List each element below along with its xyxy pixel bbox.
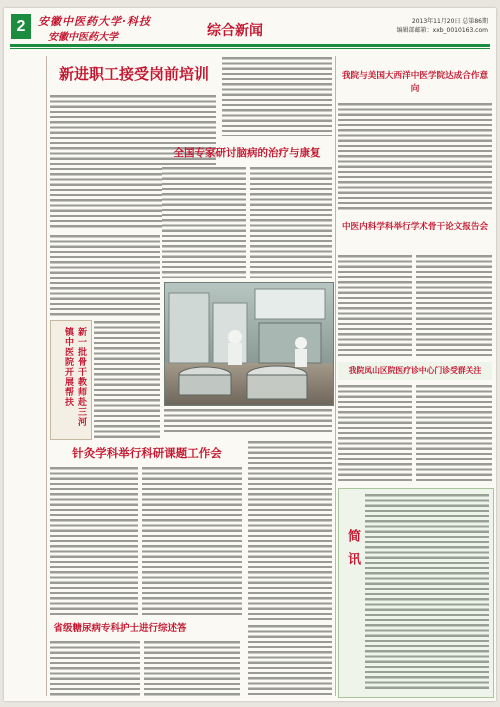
main-headline: 新进职工接受岗前培训 — [58, 65, 209, 83]
column-text-3 — [50, 234, 160, 316]
vertical-article-text — [94, 320, 160, 440]
column-text-4 — [248, 440, 332, 620]
briefs-text-area — [365, 493, 489, 691]
nursing-headline: 省级糖尿病专科护士进行综述答 — [53, 623, 187, 634]
academic-headline-box — [338, 218, 492, 250]
academic-headline: 中医内科学科举行学术骨干论文报告会 — [341, 222, 489, 232]
clinic-headline-box — [338, 362, 492, 380]
exchange-headline-box — [338, 68, 492, 98]
dateline — [397, 17, 488, 35]
expert-article-col2 — [250, 166, 332, 278]
masthead-rule — [10, 44, 490, 47]
academic-article-col2 — [416, 254, 492, 358]
clinic-article-col1 — [338, 384, 412, 482]
research-article-col2 — [142, 466, 242, 616]
vertical-headline: 新一批骨干教师赴三河镇中医院开展帮扶 — [63, 327, 86, 427]
page-number: 2 — [11, 14, 31, 39]
nursing-headline-box — [50, 620, 190, 638]
clinic-headline: 我院凤山区院医疗诊中心门诊受群关注 — [348, 366, 482, 375]
column-text-5 — [248, 624, 332, 696]
clinic-article-col2 — [416, 384, 492, 482]
research-headline-box — [50, 442, 244, 464]
briefs-box — [338, 488, 494, 698]
nursing-article-col2 — [144, 640, 240, 696]
expert-headline-box — [162, 142, 332, 164]
column-text-2 — [222, 56, 332, 136]
issue-date: 2013年11月20日 总第86期 — [411, 18, 488, 25]
research-article-col1 — [50, 466, 138, 616]
research-headline: 针灸学科举行科研课题工作会 — [72, 446, 222, 460]
section-title: 综合新闻 — [207, 23, 263, 39]
editor-email: 编辑部邮箱：xxb_0010163.com — [396, 27, 488, 34]
vertical-headline-box — [50, 320, 92, 440]
masthead-rule-thin — [10, 48, 490, 49]
kitchen-photo — [164, 282, 334, 406]
nursing-article-col1 — [50, 640, 140, 696]
column-divider — [335, 56, 336, 696]
newspaper-logo-line1: 安徽中医药大学·科技 — [38, 15, 151, 28]
briefs-title: 简讯 — [345, 529, 360, 575]
left-margin-divider — [46, 56, 47, 696]
main-headline-box — [50, 56, 218, 92]
exchange-article-text — [338, 102, 492, 212]
newspaper-page — [4, 8, 496, 701]
kitchen-photo-image — [165, 283, 333, 405]
exchange-headline: 我院与美国大西洋中医学院达成合作意向 — [341, 71, 489, 94]
photo-caption-lines — [164, 408, 332, 434]
expert-headline: 全国专家研讨脑病的治疗与康复 — [173, 147, 321, 159]
expert-article-col1 — [162, 166, 246, 278]
newspaper-logo-line2: 安徽中医药大学 — [48, 32, 118, 43]
academic-article-col1 — [338, 254, 412, 358]
